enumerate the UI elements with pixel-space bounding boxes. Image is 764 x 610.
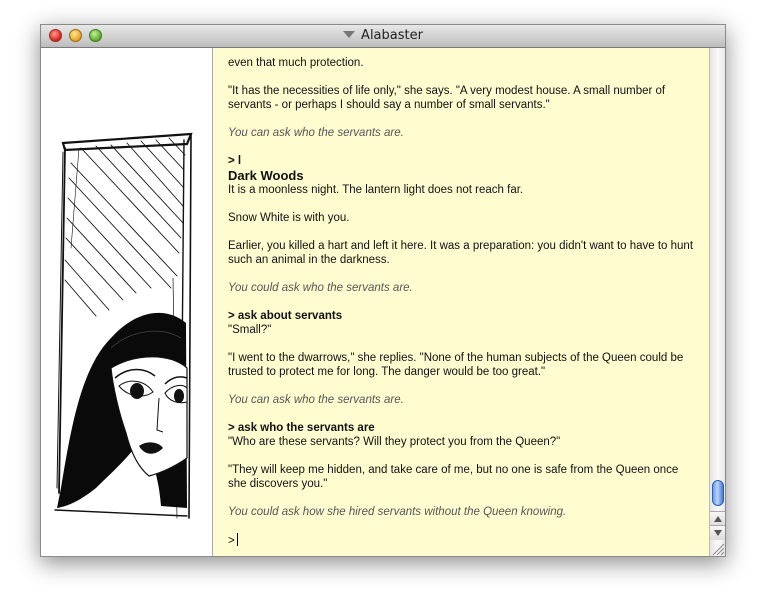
game-window xyxy=(40,24,726,557)
transcript-line: "Small?" xyxy=(228,324,272,336)
command-line: > l xyxy=(228,155,242,167)
transcript-pane[interactable] xyxy=(213,48,709,556)
hint-line: You could ask how she hired servants without the Queen knowing. xyxy=(228,506,567,518)
hint-line: You could ask who the servants are. xyxy=(228,282,413,294)
transcript-line: "I went to the dwarrows," she replies. "None of the human subjects of the Queen could be trusted to protect me for long. The danger would be too great." xyxy=(228,352,684,378)
command-line: > ask who the servants are xyxy=(228,422,375,434)
room-name: Dark Woods xyxy=(228,168,304,183)
snow-white-sketch-icon xyxy=(41,48,212,556)
command-prompt[interactable] xyxy=(228,533,698,548)
command-line: > ask about servants xyxy=(228,310,343,322)
illustration-pane xyxy=(41,48,213,556)
scroll-up-arrow-icon[interactable] xyxy=(710,511,726,526)
title-bar[interactable] xyxy=(41,25,725,48)
window-title: Alabaster xyxy=(361,28,423,43)
room-description: It is a moonless night. The lantern light does not reach far. xyxy=(228,184,524,196)
scroll-down-arrow-icon[interactable] xyxy=(710,525,726,540)
transcript-line: even that much protection. xyxy=(228,57,364,69)
scroll-thumb[interactable] xyxy=(712,480,724,506)
transcript-line: "They will keep me hidden, and take care of me, but no one is safe from the Queen once she discovers you." xyxy=(228,464,679,490)
transcript-line: Snow White is with you. xyxy=(228,212,350,224)
resize-grip-icon[interactable] xyxy=(710,541,726,556)
vertical-scrollbar[interactable] xyxy=(709,48,726,556)
transcript-line: "Who are these servants? Will they protect you from the Queen?" xyxy=(228,436,561,448)
title-wrap xyxy=(41,25,725,47)
prompt-symbol: > xyxy=(228,535,235,547)
hint-line: You can ask who the servants are. xyxy=(228,394,404,406)
hint-line: You can ask who the servants are. xyxy=(228,127,404,139)
transcript-line: Earlier, you killed a hart and left it here. It was a preparation: you didn't want to have to hunt such an animal in the darkness. xyxy=(228,240,694,266)
transcript-line: "It has the necessities of life only," she says. "A very modest house. A small number of servants - or perhaps I should say a number of small servants." xyxy=(228,85,666,111)
document-proxy-icon xyxy=(343,31,355,38)
story-transcript xyxy=(228,48,698,556)
text-cursor xyxy=(237,533,238,546)
